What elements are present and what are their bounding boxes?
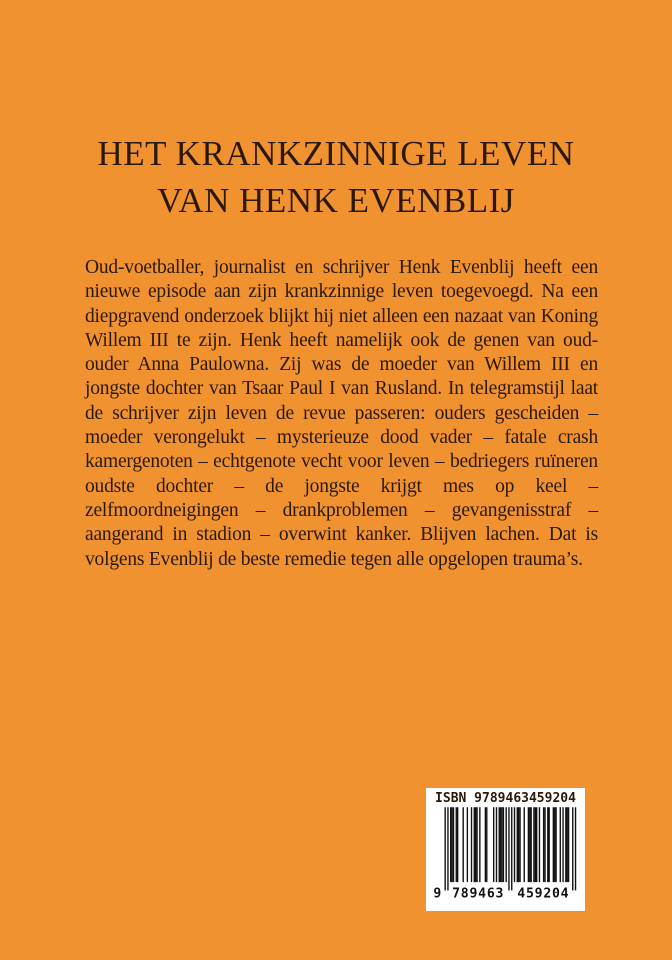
svg-text:459204: 459204	[517, 886, 569, 899]
back-cover-blurb: Oud-voetballer, journalist en schrijver Henk Evenblij heeft een nieuwe episode aan zijn krankzinnige leven toegevoegd. Na een diepgravend onderzoek blijkt hij niet alleen een nazaat van Koning Willem III te zijn. Henk heeft namelijk ook de genen van oud-ouder Anna Paulowna. Zij was de moeder van Willem III en jongste dochter van Tsaar Paul I van Rusland. In telegramstijl laat de schrijver zijn leven de revue passeren: ouders gescheiden – moeder verongelukt – mysterieuze dood vader – fatale crash kamergenoten – echtgenote vecht voor leven – bedriegers ruïneren oudste dochter – de jongste krijgt mes op keel – zelfmoordneigingen – drankproblemen – gevangenisstraf – aangerand in stadion – overwint kanker. Blijven lachen. Dat is volgens Evenblij de beste remedie tegen alle opgelopen trauma’s.	[85, 257, 598, 570]
svg-text:789463: 789463	[452, 886, 504, 899]
isbn-label: ISBN 9789463459204	[435, 791, 576, 806]
ean13-barcode-icon	[432, 807, 579, 899]
svg-text:9: 9	[433, 886, 442, 899]
title-line-1: HET KRANKZINNIGE LEVEN	[97, 134, 575, 173]
title-line-2: VAN HENK EVENBLIJ	[157, 181, 515, 220]
book-title	[0, 130, 672, 224]
barcode-panel	[426, 788, 585, 911]
